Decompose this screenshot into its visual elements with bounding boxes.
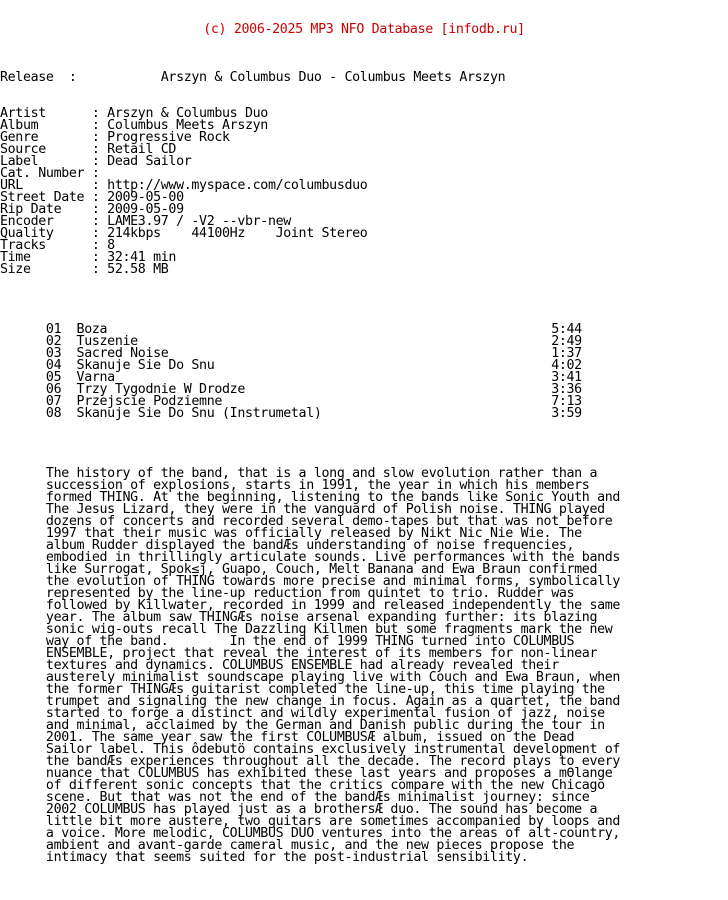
nfo-line: 06 Trzy Tygodnie W Drodze 3:36 xyxy=(0,382,582,397)
nfo-line: way of the band. In the end of 1999 THING turned into COLUMBUS xyxy=(0,634,575,649)
nfo-line xyxy=(0,300,728,312)
nfo-line xyxy=(0,444,728,456)
nfo-line: ENSEMBLE, project that reveal the interest of its members for non-linear xyxy=(0,646,598,661)
nfo-line: Album : Columbus Meets Arszyn xyxy=(0,118,268,133)
nfo-line: Cat. Number : xyxy=(0,166,100,181)
nfo-line: textures and dynamics. COLUMBUS ENSEMBLE had already revealed their xyxy=(0,658,559,673)
nfo-line: Tracks : 8 xyxy=(0,238,115,253)
nfo-line: started to forge a distinct and wildly experimental fusion of jazz, noise xyxy=(0,706,605,721)
nfo-line: the bandÆs experiences throughout all the decade. The record plays to every xyxy=(0,754,621,769)
nfo-line: austerely minimalist soundscape playing live with Couch and Ewa Braun, when xyxy=(0,670,621,685)
nfo-line: formed THING. At the beginning, listening to the bands like Sonic Youth and xyxy=(0,490,621,505)
nfo-line: Quality : 214kbps 44100Hz Joint Stereo xyxy=(0,226,368,241)
nfo-line: trumpet and signaling the new change in focus. Again as a quartet, the band xyxy=(0,694,621,709)
nfo-line: dozens of concerts and recorded several demo-tapes but that was not before xyxy=(0,514,613,529)
nfo-line: embodied in thrillingly articulate sounds. Live performances with the bands xyxy=(0,550,621,565)
nfo-line: nuance that COLUMBUS has exhibited these last years and proposes a mΘlange xyxy=(0,766,613,781)
nfo-line: Time : 32:41 min xyxy=(0,250,177,265)
nfo-line: little bit more austere, two guitars are sometimes accompanied by loops and xyxy=(0,814,621,829)
nfo-line xyxy=(0,84,728,96)
nfo-line: the former THINGÆs guitarist completed the line-up, this time playing the xyxy=(0,682,605,697)
site-header-copyright: (c) 2006-2025 MP3 NFO Database [infodb.ru] xyxy=(203,22,525,37)
nfo-line: followed by Killwater, recorded in 1999 and released independently the same xyxy=(0,598,621,613)
nfo-line: and minimal, acclaimed by the German and Danish public during the tour in xyxy=(0,718,605,733)
nfo-line: 02 Tuszenie 2:49 xyxy=(0,334,582,349)
nfo-line: the evolution of THING towards more precise and minimal forms, symbolically xyxy=(0,574,621,589)
nfo-line: succession of explosions, starts in 1991, the year in which his members xyxy=(0,478,590,493)
nfo-line xyxy=(0,288,728,300)
nfo-line: Size : 52.58 MB xyxy=(0,262,169,277)
nfo-line: like Surrogat, Spok≤j, Guapo, Couch, Melt Banana and Ewa Braun confirmed xyxy=(0,562,598,577)
nfo-line: Source : Retail CD xyxy=(0,142,177,157)
nfo-line: 03 Sacred Noise 1:37 xyxy=(0,346,582,361)
nfo-line: scene. But that was not the end of the bandÆs minimalist journey: since xyxy=(0,790,590,805)
nfo-line: Label : Dead Sailor xyxy=(0,154,192,169)
nfo-line: URL : http://www.myspace.com/columbusduo xyxy=(0,178,368,193)
nfo-line: of different sonic concepts that the critics compare with the new Chicago xyxy=(0,778,605,793)
nfo-line: Street Date : 2009-05-00 xyxy=(0,190,184,205)
nfo-line: year. The album saw THINGÆs noise arsenal expanding further: its blazing xyxy=(0,610,598,625)
nfo-line: a voice. More melodic, COLUMBUS DUO ventures into the areas of alt-country, xyxy=(0,826,621,841)
nfo-line: 2001. The same year saw the first COLUMBUSÆ album, issued on the Dead xyxy=(0,730,575,745)
nfo-line: 1997 that their music was officially released by Nikt Nic Nie Wie. The xyxy=(0,526,582,541)
nfo-line xyxy=(0,276,728,288)
nfo-line: 2002 COLUMBUS has played just as a brothersÆ duo. The sound has become a xyxy=(0,802,598,817)
nfo-line: 08 Skanuje Sie Do Snu (Instrumetal) 3:59 xyxy=(0,406,582,421)
nfo-line xyxy=(0,432,728,444)
nfo-line: Release : Arszyn & Columbus Duo - Columbus Meets Arszyn xyxy=(0,70,506,85)
nfo-line: The Jesus Lizard, they were in the vanguard of Polish noise. THING played xyxy=(0,502,605,517)
nfo-line: 07 Przejscie Podziemne 7:13 xyxy=(0,394,582,409)
nfo-line: Sailor label. This ôdebutö contains exclusively instrumental development of xyxy=(0,742,621,757)
nfo-line: represented by the line-up reduction from quintet to trio. Rudder was xyxy=(0,586,575,601)
nfo-line: Encoder : LAME3.97 / -V2 --vbr-new xyxy=(0,214,291,229)
nfo-line: Genre : Progressive Rock xyxy=(0,130,230,145)
nfo-line: The history of the band, that is a long and slow evolution rather than a xyxy=(0,466,598,481)
nfo-body xyxy=(0,60,728,864)
nfo-line: intimacy that seems suited for the post-industrial sensibility. xyxy=(0,850,529,865)
nfo-line xyxy=(0,420,728,432)
nfo-line: sonic wig-outs recall The Dazzling Killmen but some fragments mark the new xyxy=(0,622,613,637)
nfo-line: 01 Boza 5:44 xyxy=(0,322,582,337)
nfo-line: Artist : Arszyn & Columbus Duo xyxy=(0,106,268,121)
nfo-line: 04 Skanuje Sie Do Snu 4:02 xyxy=(0,358,582,373)
nfo-line: ambient and avant-garde cameral music, and the new pieces propose the xyxy=(0,838,575,853)
nfo-line: 05 Varna 3:41 xyxy=(0,370,582,385)
nfo-line: Rip Date : 2009-05-09 xyxy=(0,202,184,217)
nfo-line: album Rudder displayed the bandÆs understanding of noise frequencies, xyxy=(0,538,575,553)
